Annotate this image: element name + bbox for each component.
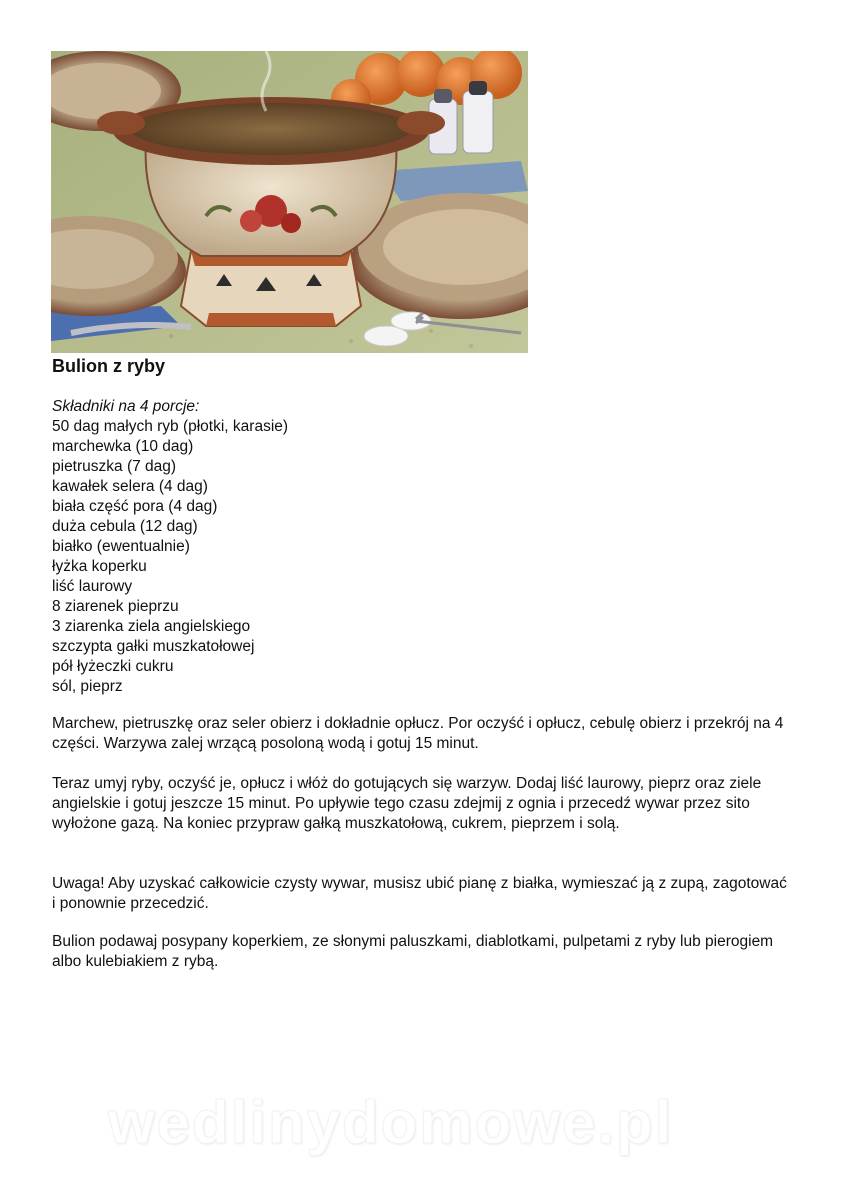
ingredients-heading: Składniki na 4 porcje: (52, 398, 200, 415)
ingredient-item: marchewka (10 dag) (52, 438, 194, 455)
recipe-photo (51, 51, 528, 353)
recipe-title: Bulion z ryby (52, 356, 166, 376)
ingredient-item: sól, pieprz (52, 678, 123, 695)
ingredient-item: białko (ewentualnie) (52, 538, 190, 555)
ingredient-item: kawałek selera (4 dag) (52, 478, 208, 495)
site-watermark: wedlinydomowe.pl (108, 1089, 674, 1156)
serving-paragraph: Bulion podawaj posypany koperkiem, ze słonymi paluszkami, diablotkami, pulpetami z ryby lub pierogiem albo kulebiakiem z rybą. (52, 933, 774, 970)
soup-tureen-illustration (51, 51, 528, 353)
ingredient-item: 50 dag małych ryb (płotki, karasie) (52, 418, 289, 435)
ingredient-item: duża cebula (12 dag) (52, 518, 198, 535)
instruction-paragraph-2: Teraz umyj ryby, oczyść je, opłucz i włóż do gotujących się warzyw. Dodaj liść laurowy, pieprz oraz ziele angielskie i gotuj jeszcze 15 minut. Po upływie tego czasu zdejmij z ognia i przecedź wywar przez sito wyłożone gazą. Na koniec przypraw gałką muszkatołową, cukrem, pieprzem i solą. (52, 775, 762, 832)
ingredient-item: 8 ziarenek pieprzu (52, 598, 179, 615)
ingredient-item: liść laurowy (52, 578, 133, 595)
ingredient-item: pół łyżeczki cukru (52, 658, 174, 675)
ingredient-item: łyżka koperku (52, 558, 147, 575)
note-paragraph: Uwaga! Aby uzyskać całkowicie czysty wywar, musisz ubić pianę z białka, wymieszać ją z zupą, zagotować i ponownie przecedzić. (52, 875, 787, 912)
ingredients-list (52, 397, 288, 697)
ingredient-item: szczypta gałki muszkatołowej (52, 638, 255, 655)
ingredient-item: 3 ziarenka ziela angielskiego (52, 618, 251, 635)
ingredient-item: biała część pora (4 dag) (52, 498, 218, 515)
ingredient-item: pietruszka (7 dag) (52, 458, 177, 475)
instruction-paragraph-1: Marchew, pietruszkę oraz seler obierz i dokładnie opłucz. Por oczyść i opłucz, cebulę obierz i przekrój na 4 części. Warzywa zalej wrzącą posoloną wodą i gotuj 15 minut. (52, 715, 784, 752)
